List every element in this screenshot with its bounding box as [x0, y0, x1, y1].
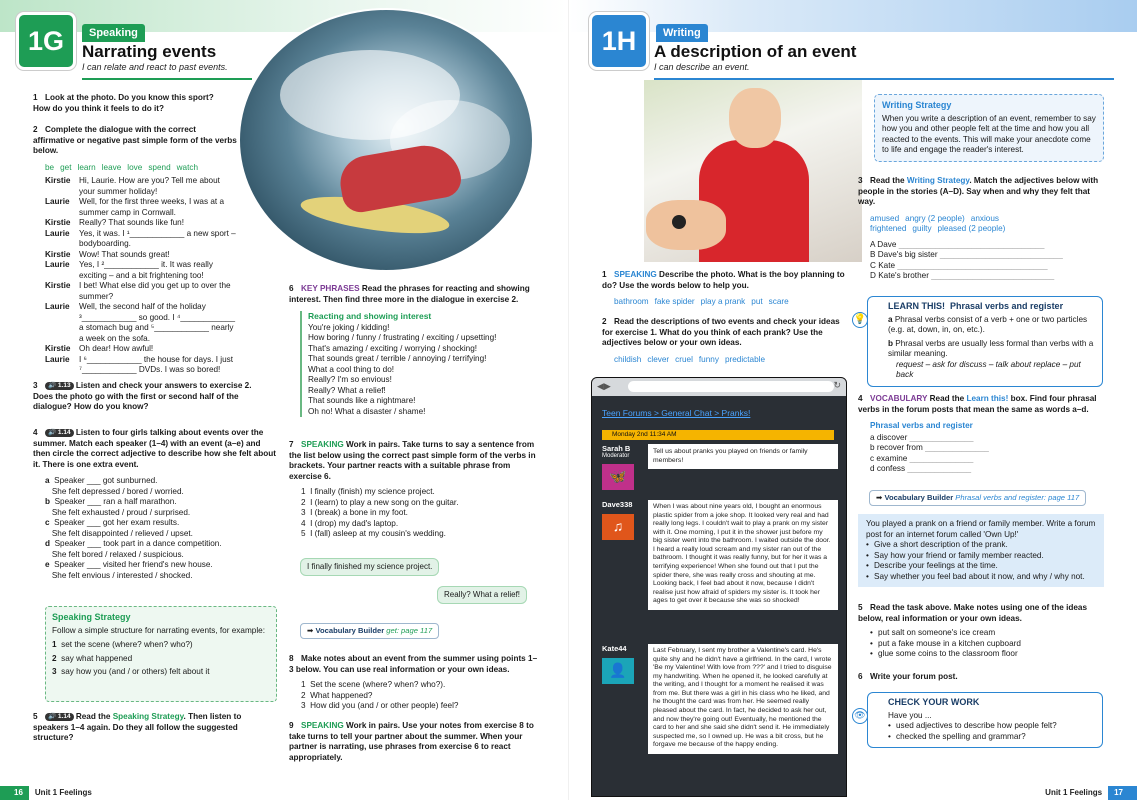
dialogue-line: Wow! That sounds great!	[79, 249, 170, 259]
skill-tag: Speaking	[82, 24, 145, 42]
right-page	[569, 0, 1137, 800]
exercise-instruction: Read the	[75, 712, 111, 721]
list-item: 1 I finally (finish) my science project.	[301, 487, 435, 496]
exercise-number: 2	[33, 125, 38, 134]
page-footer	[1039, 786, 1137, 800]
vocab-word: recover from	[876, 443, 923, 452]
vb-reference: Phrasal verbs and register: page 117	[955, 493, 1080, 502]
event-text: Speaker ___ took part in a dance competition.	[54, 539, 222, 548]
list-item: • used adjectives to describe how people felt?	[888, 721, 1095, 732]
list-item: • Describe your feelings at the time.	[866, 561, 1096, 572]
phrase: That's amazing / exciting / worrying / shocking!	[308, 343, 478, 353]
vb-reference: get: page 117	[386, 626, 433, 635]
sentence-text: I (fall) asleep at my cousin's wedding.	[310, 529, 446, 538]
exercise-number: 9	[289, 721, 294, 730]
person-item: A Dave ________________________________	[870, 239, 1045, 249]
exercise-9	[289, 721, 539, 763]
sentence-text: I (learn) to play a new song on the guitar.	[310, 497, 459, 507]
exercise-instruction: box. Find four phrasal verbs in the forum posts that mean the same as words a–d.	[858, 394, 1097, 414]
step-text: say what happened	[61, 653, 133, 663]
unit-number: Unit 1	[1045, 788, 1068, 797]
exercise-tag: VOCABULARY	[870, 394, 928, 403]
forum-breadcrumb[interactable]: Teen Forums > General Chat > Pranks!	[602, 408, 751, 418]
dialogue	[45, 176, 238, 376]
list-item: 5 I (fall) asleep at my cousin's wedding.	[301, 529, 446, 538]
exercise-tag: SPEAKING	[301, 440, 344, 449]
audio-track-number: 1.14	[57, 429, 71, 436]
writing-task-box	[858, 514, 1104, 587]
event-item	[45, 560, 278, 581]
item-letter: b	[870, 443, 875, 452]
check-list	[888, 721, 1095, 742]
sentence-text: I (drop) my dad's laptop.	[310, 518, 399, 528]
post-date-bar: Monday 2nd 11:34 AM	[602, 430, 834, 440]
list-item: • Say how your friend or family member reacted.	[866, 551, 1096, 562]
exercise-instruction: Listen to four girls talking about events over the summer. Match each speaker (1–4) with an event (a–e) and then circle the correct adjective to describe how she felt about it. There is one extra event.	[33, 428, 276, 469]
list-item: 3 How did you (and / or other people) feel?	[301, 701, 459, 710]
forum-post	[602, 500, 838, 634]
adjective: amused	[870, 213, 900, 223]
person-letter: C	[870, 260, 876, 270]
dialogue-line: Yes, it was. I ¹____________ a new sport – bodyboarding.	[79, 228, 236, 248]
exercise-number: 4	[33, 428, 38, 437]
verb: love	[127, 162, 143, 172]
writing-strategy-box	[874, 94, 1104, 162]
exercise-4	[858, 394, 1108, 475]
speaker-name: Laurie	[45, 302, 70, 311]
dialogue-line: Oh dear! How awful!	[79, 344, 154, 353]
adjective: angry (2 people)	[905, 213, 965, 223]
verb: leave	[101, 162, 122, 172]
exercise-5	[33, 712, 278, 744]
task-list	[866, 540, 1096, 582]
list-item: 2 I (learn) to play a new song on the guitar.	[301, 497, 459, 507]
word: play a prank	[700, 297, 746, 306]
exercise-8	[289, 654, 539, 712]
back-forward-arrows-icon[interactable]: ◀▶	[597, 381, 611, 391]
learn-rule-b: b Phrasal verbs are usually less formal than verbs with a similar meaning.	[888, 338, 1094, 359]
event-text: Speaker ___ got sunburned.	[54, 476, 158, 485]
page-number: 16	[0, 786, 29, 800]
feeling-options: She felt envious / interested / shocked.	[51, 570, 193, 580]
vocab-item: c examine ______________	[870, 453, 974, 463]
exercise-number: 3	[33, 381, 38, 390]
person-letter: A	[870, 239, 876, 249]
phrase: That sounds like a nightmare!	[308, 396, 416, 406]
strategy-text: When you write a description of an event, remember to say how you and other people felt at the time and how you all reacted to the events. This will make your anecdote come to life and engage the reader's interest.	[882, 113, 1096, 155]
exercise-2	[33, 125, 238, 376]
exercise-tag: SPEAKING	[301, 721, 344, 730]
speaker-name: Kirstie	[45, 218, 71, 227]
verb-list	[45, 163, 238, 174]
exercise-number: 5	[858, 603, 863, 612]
boy-with-spider-photo	[644, 80, 862, 262]
post-body: Last February, I sent my brother a Valentine's card. He's quite shy and he didn't have a girlfriend. In the card, I wrote 'Be my Valentine! With love from ???' and I tried to disguise my handwriting. When he opened it, he looked carefully at the writing, and I thought for a moment he realised it was from me. But there was a girl in his class who he liked, and he thought the card was from her. He seemed really pleased about the card. In fact, he decided to ask her out, and now they're going out! Eventually, he mentioned the card to her and she said she didn't send it. He immediately suspected me, so I owned up. He was a bit cross, but he forgave me because of the happy ending.	[648, 644, 838, 754]
word-list	[614, 297, 847, 308]
strategy-title: Writing Strategy	[882, 100, 952, 110]
item-letter: d	[45, 539, 51, 548]
audio-track-number: 1.14	[57, 713, 71, 720]
check-intro: Have you ...	[888, 710, 932, 720]
post-user-role: Moderator	[602, 453, 630, 459]
page-number: 17	[1108, 786, 1137, 800]
adjective: frightened	[870, 224, 907, 233]
event-text: Speaker ___ got her exam results.	[54, 518, 180, 527]
item-letter: b	[45, 497, 51, 506]
dialogue-line: Well, the second half of the holiday ³____________ so good. I ⁴____________ a stomach bug and ⁵____________ nearly a week on the sofa.	[79, 302, 236, 343]
lesson-header	[569, 0, 1137, 80]
exercise-instruction: Read the task above. Make notes using one of the ideas below, real information or your own ideas.	[858, 603, 1088, 623]
vocab-item: b recover from ______________	[870, 443, 989, 452]
lesson-objective: I can relate and react to past events.	[82, 62, 228, 72]
exercise-7	[289, 440, 539, 540]
people-list	[870, 240, 1108, 282]
header-band	[569, 0, 1137, 32]
vocab-list	[870, 433, 1108, 475]
list-item: 2 What happened?	[301, 690, 373, 700]
exercise-instruction: Work in pairs. Take turns to say a sentence from the list below using the correct past simple form of the verbs in brackets. Your partner reacts with a suitable phrase from exercise 6.	[289, 440, 536, 481]
adjective: clever	[647, 354, 670, 364]
point-text: What happened?	[310, 690, 373, 700]
address-bar[interactable]	[628, 381, 834, 392]
exercise-instruction: Make notes about an event from the summer using points 1–3 below. You can use real information or your own ideas.	[289, 654, 538, 674]
bodyboarding-photo	[238, 8, 534, 272]
strategy-step: 3 say how you (and / or others) felt about it	[52, 667, 210, 677]
left-page	[0, 0, 568, 800]
point-text: How did you (and / or other people) feel?	[310, 701, 459, 710]
list-item: 4 I (drop) my dad's laptop.	[301, 518, 399, 528]
exercise-3	[858, 176, 1108, 282]
learn-this-link[interactable]: Learn this!	[966, 394, 1009, 403]
speaking-strategy-box	[45, 606, 277, 702]
exercise-instruction: Listen and check your answers to exercise 2. Does the photo go with the first or second half of the dialogue? How do you know?	[33, 381, 252, 411]
arrow-icon: ➡	[307, 626, 314, 635]
list-item: 3 I (break) a bone in my foot.	[301, 508, 408, 517]
speaker-name: Kirstie	[45, 344, 71, 353]
phrase: You're joking / kidding!	[308, 322, 390, 332]
browser-toolbar	[592, 378, 846, 396]
feeling-options: She felt bored / relaxed / suspicious.	[51, 549, 184, 559]
person-name: Dave	[877, 239, 897, 249]
list-item: • glue some coins to the classroom floor	[870, 649, 1108, 660]
post-username: Dave338	[602, 500, 633, 509]
verb: be	[45, 162, 55, 172]
forum-post	[602, 644, 838, 784]
exercise-instruction: Read the	[870, 176, 905, 185]
item-letter: d	[870, 464, 875, 473]
lesson-badge: 1H	[589, 12, 649, 70]
speaker-name: Laurie	[45, 354, 70, 364]
exercise-6	[289, 284, 539, 305]
vb-label: Vocabulary Builder	[884, 493, 954, 502]
adjective: guilty	[912, 224, 932, 233]
person-name: Kate's brother	[878, 271, 929, 280]
exercise-1	[33, 93, 233, 114]
exercise-tag: KEY PHRASES	[301, 284, 360, 293]
learn-this-box	[867, 296, 1103, 387]
event-text: Speaker ___ ran a half marathon.	[54, 497, 177, 506]
learn-examples: request – ask for discuss – talk about replace – put back	[896, 359, 1081, 380]
word: bathroom	[614, 297, 649, 306]
adjective: anxious	[970, 213, 999, 223]
strategy-step: 2 say what happened	[52, 653, 133, 663]
exercise-2	[602, 317, 847, 365]
post-body: When I was about nine years old, I bought an enormous plastic spider from a joke shop. It looked very real and had really long legs. I couldn't wait to play a prank on my sister with it. One morning, I put it in the shower just before my big sister went into the bathroom. I waited outside the door. I heard a really loud scream and my sister ran out of the bathroom. I thought it was really funny, but for her it was a terrifying experience! When she found out that I put the spider there, she was really cross and shouting at me. Looking back, I feel bad about it now, because I didn't realise just how afraid of spiders my sister is. It took her ages to get over it because she was so shocked!	[648, 500, 838, 610]
event-item	[45, 518, 278, 539]
word: put	[751, 297, 763, 306]
dialogue-line: I ⁶____________ the house for days. I just ⁷____________ DVDs. I was so bored!	[79, 354, 234, 374]
vocab-item: d confess ______________	[870, 464, 972, 473]
lesson-title: A description of an event	[654, 42, 857, 61]
check-your-work-box	[867, 692, 1103, 748]
exercise-number: 5	[33, 712, 38, 721]
vocab-item: a discover ______________	[870, 432, 974, 442]
adjective-list	[870, 214, 1108, 235]
exercise-number: 1	[602, 270, 607, 279]
step-text: say how you (and / or others) felt about it	[61, 667, 210, 677]
person-avatar-icon: 👤	[602, 658, 634, 684]
phrase: How boring / funny / frustrating / exciting / upsetting!	[308, 333, 497, 343]
vocab-word: examine	[876, 453, 908, 463]
feeling-options: She felt exhausted / proud / surprised.	[51, 507, 191, 517]
strategy-step: 1 set the scene (where? when? who?)	[52, 640, 193, 650]
verb: learn	[77, 162, 96, 172]
audio-track-icon[interactable]: 🔊 1.14	[45, 713, 74, 721]
speaker-name: Kirstie	[45, 281, 71, 290]
exercise-6	[858, 672, 1108, 683]
strategy-link[interactable]: Speaking Strategy	[112, 712, 184, 721]
list-item: 1 Set the scene (where? when? who?).	[301, 680, 446, 689]
exercise-instruction: Read the phrases for reacting and showing interest. Then find three more in the dialogue in exercise 2.	[289, 284, 530, 304]
exercise-instruction: Describe the photo. What is the boy planning to do? Use the words below to help you.	[602, 270, 845, 290]
lesson-title: Narrating events	[82, 42, 217, 61]
exercise-instruction: Work in pairs. Use your notes from exercise 8 to take turns to tell your partner about the summer. When your partner is narrating, use phrases from exercise 6 to react appropriately.	[289, 721, 534, 762]
verb: spend	[148, 162, 171, 172]
rule-text: Phrasal verbs are usually less formal than verbs with a similar meaning.	[888, 338, 1094, 359]
post-body: Tell us about pranks you played on friends or family members!	[648, 444, 838, 469]
dialogue-line: Really? That sounds like fun!	[79, 218, 184, 227]
speech-bubble-b: Really? What a relief!	[437, 586, 527, 604]
list-item: • Give a short description of the prank.	[866, 540, 1096, 551]
exercise-number: 1	[33, 93, 38, 102]
phrase: What a cool thing to do!	[308, 364, 395, 374]
exercise-instruction: Look at the photo. Do you know this sport? How do you think it feels to do it?	[33, 93, 214, 113]
exercise-number: 6	[858, 672, 863, 681]
task-intro: You played a prank on a friend or family member. Write a forum post for an internet forum called 'Own Up!'	[866, 519, 1096, 539]
item-letter: c	[45, 518, 50, 527]
vocab-word: confess	[876, 464, 906, 473]
phrase: Oh no! What a disaster / shame!	[308, 406, 426, 416]
vocabulary-builder-link[interactable]	[300, 623, 439, 639]
verb: watch	[176, 162, 199, 172]
point-text: Set the scene (where? when? who?).	[310, 680, 446, 689]
dialogue-line: Well, for the first three weeks, I was at a summer camp in Cornwall.	[79, 197, 225, 217]
butterfly-avatar-icon: 🦋	[602, 464, 634, 490]
exercise-3	[33, 381, 273, 413]
list-item: • Say whether you feel bad about it now, and why / why not.	[866, 572, 1096, 583]
post-username: Kate44	[602, 644, 627, 653]
speaker-name: Laurie	[45, 228, 70, 238]
unit-name: Feelings	[1069, 788, 1103, 797]
ideas-list	[870, 628, 1108, 660]
exercise-number: 2	[602, 317, 607, 326]
key-phrases-box	[300, 311, 540, 417]
exercise-instruction: . Match the adjectives below with people in the stories (A–D). Say when and why they felt that way.	[858, 176, 1099, 206]
event-text: Speaker ___ visited her friend's new house.	[54, 560, 213, 569]
adjective: childish	[614, 354, 642, 364]
vb-label: Vocabulary Builder	[315, 626, 385, 635]
speech-bubble-a: I finally finished my science project.	[300, 558, 439, 576]
exercise-number: 3	[858, 176, 863, 185]
strategy-intro: Follow a simple structure for narrating events, for example:	[52, 625, 265, 635]
phrase: Really? What a relief!	[308, 385, 386, 395]
person-name: Kate	[878, 260, 896, 270]
learn-rule-a: a Phrasal verbs consist of a verb + one or two particles (e.g. at, down, in, on, etc.).	[888, 314, 1088, 335]
header-rule	[82, 78, 252, 80]
item-letter: c	[870, 453, 875, 463]
person-item: C Kate _________________________________	[870, 260, 1048, 270]
item-letter: a	[45, 476, 50, 485]
phrase: Really? I'm so envious!	[308, 375, 392, 385]
arrow-icon: ➡	[876, 493, 883, 502]
sentence-text: I (break) a bone in my foot.	[310, 508, 408, 517]
list-item: • checked the spelling and grammar?	[888, 732, 1095, 743]
lesson-objective: I can describe an event.	[654, 62, 750, 72]
learn-subtitle: Phrasal verbs and register	[950, 301, 1064, 311]
strategy-link[interactable]: Writing Strategy	[906, 176, 970, 185]
adjective: pleased (2 people)	[937, 224, 1006, 233]
speaker-name: Laurie	[45, 197, 70, 206]
word: fake spider	[654, 297, 695, 306]
dialogue-line: I bet! What else did you get up to over the summer?	[79, 281, 231, 301]
event-list	[45, 476, 278, 581]
exercise-instruction: Complete the dialogue with the correct affirmative or negative past simple form of the verbs below.	[33, 125, 237, 155]
exercise-instruction: Read the	[929, 394, 965, 403]
lesson-badge: 1G	[16, 12, 76, 70]
exercise-4	[33, 428, 278, 581]
audio-track-number: 1.13	[57, 382, 71, 389]
page-footer	[0, 786, 98, 800]
speaker-name: Kirstie	[45, 176, 71, 185]
strategy-title: Speaking Strategy	[52, 612, 131, 622]
dialogue-line: Hi, Laurie. How are you? Tell me about your summer holiday!	[79, 176, 220, 196]
vocab-subheading: Phrasal verbs and register	[870, 421, 973, 430]
verb: get	[60, 162, 72, 172]
feeling-options: She felt disappointed / relieved / upset.	[51, 528, 193, 538]
list-item: • put a fake mouse in a kitchen cupboard	[870, 639, 1108, 650]
event-item	[45, 539, 278, 560]
points-list	[301, 680, 539, 712]
exercise-5	[858, 603, 1108, 660]
exercise-number: 4	[858, 394, 863, 403]
list-item: • put salt on someone's ice cream	[870, 628, 1108, 639]
dialogue-line: Yes, I ²____________ it. It was really exciting – and a bit frightening too!	[79, 260, 213, 280]
vocabulary-builder-link[interactable]	[869, 490, 1086, 506]
skill-tag: Writing	[656, 24, 708, 42]
music-note-avatar-icon: ♫	[602, 514, 634, 540]
forum-post	[602, 444, 838, 496]
person-name: Dave's big sister	[877, 250, 938, 259]
speaker-name: Laurie	[45, 260, 70, 269]
person-letter: B	[870, 250, 876, 259]
rule-text: Phrasal verbs consist of a verb + one or two particles (e.g. at, down, in, on, etc.).	[888, 314, 1088, 335]
person-item: D Kate's brother ___________________________	[870, 271, 1055, 280]
phrase: That sounds great / terrible / annoying / terrifying!	[308, 354, 487, 364]
exercise-1	[602, 270, 847, 308]
adjective: funny	[698, 354, 719, 364]
sentence-list	[301, 487, 539, 540]
word: scare	[768, 297, 789, 306]
event-item	[45, 497, 278, 518]
sentence-text: I finally (finish) my science project.	[310, 487, 435, 496]
phrases-title: Reacting and showing interest	[308, 311, 432, 321]
exercise-number: 6	[289, 284, 294, 293]
adjective: predictable	[724, 354, 765, 364]
exercise-number: 7	[289, 440, 294, 449]
learn-title: LEARN THIS!	[888, 301, 945, 311]
audio-track-icon[interactable]: 🔊 1.13	[45, 382, 74, 390]
forum-browser-window	[591, 377, 847, 797]
unit-number: Unit 1	[34, 788, 58, 797]
step-text: set the scene (where? when? who?)	[61, 640, 193, 650]
feeling-options: She felt depressed / bored / worried.	[51, 486, 184, 496]
event-item	[45, 476, 278, 497]
speaker-name: Kirstie	[45, 249, 71, 259]
exercise-tag: SPEAKING	[614, 270, 657, 279]
person-item: B Dave's big sister ___________________________	[870, 250, 1063, 259]
item-letter: e	[45, 560, 50, 569]
item-letter: a	[870, 432, 875, 442]
refresh-icon[interactable]: ↻	[833, 380, 841, 390]
exercise-number: 8	[289, 654, 294, 663]
exercise-instruction: Write your forum post.	[870, 672, 958, 681]
vocab-word: discover	[876, 432, 908, 442]
lightbulb-icon: 💡	[852, 312, 868, 328]
unit-name: Feelings	[59, 788, 92, 797]
eye-icon: 👁	[852, 708, 868, 724]
audio-track-icon[interactable]: 🔊 1.14	[45, 429, 74, 437]
post-username: Sarah B	[602, 444, 631, 453]
exercise-instruction: . Then listen to speakers 1–4 again. Do they all follow the suggested structure?	[33, 712, 242, 742]
adjective-list	[614, 355, 847, 366]
exercise-instruction: Read the descriptions of two events and check your ideas for exercise 1. What do you think of each prank? Use the adjectives below or your own ideas.	[602, 317, 840, 347]
adjective: cruel	[675, 354, 693, 364]
check-title: CHECK YOUR WORK	[888, 697, 980, 707]
person-letter: D	[870, 271, 876, 280]
